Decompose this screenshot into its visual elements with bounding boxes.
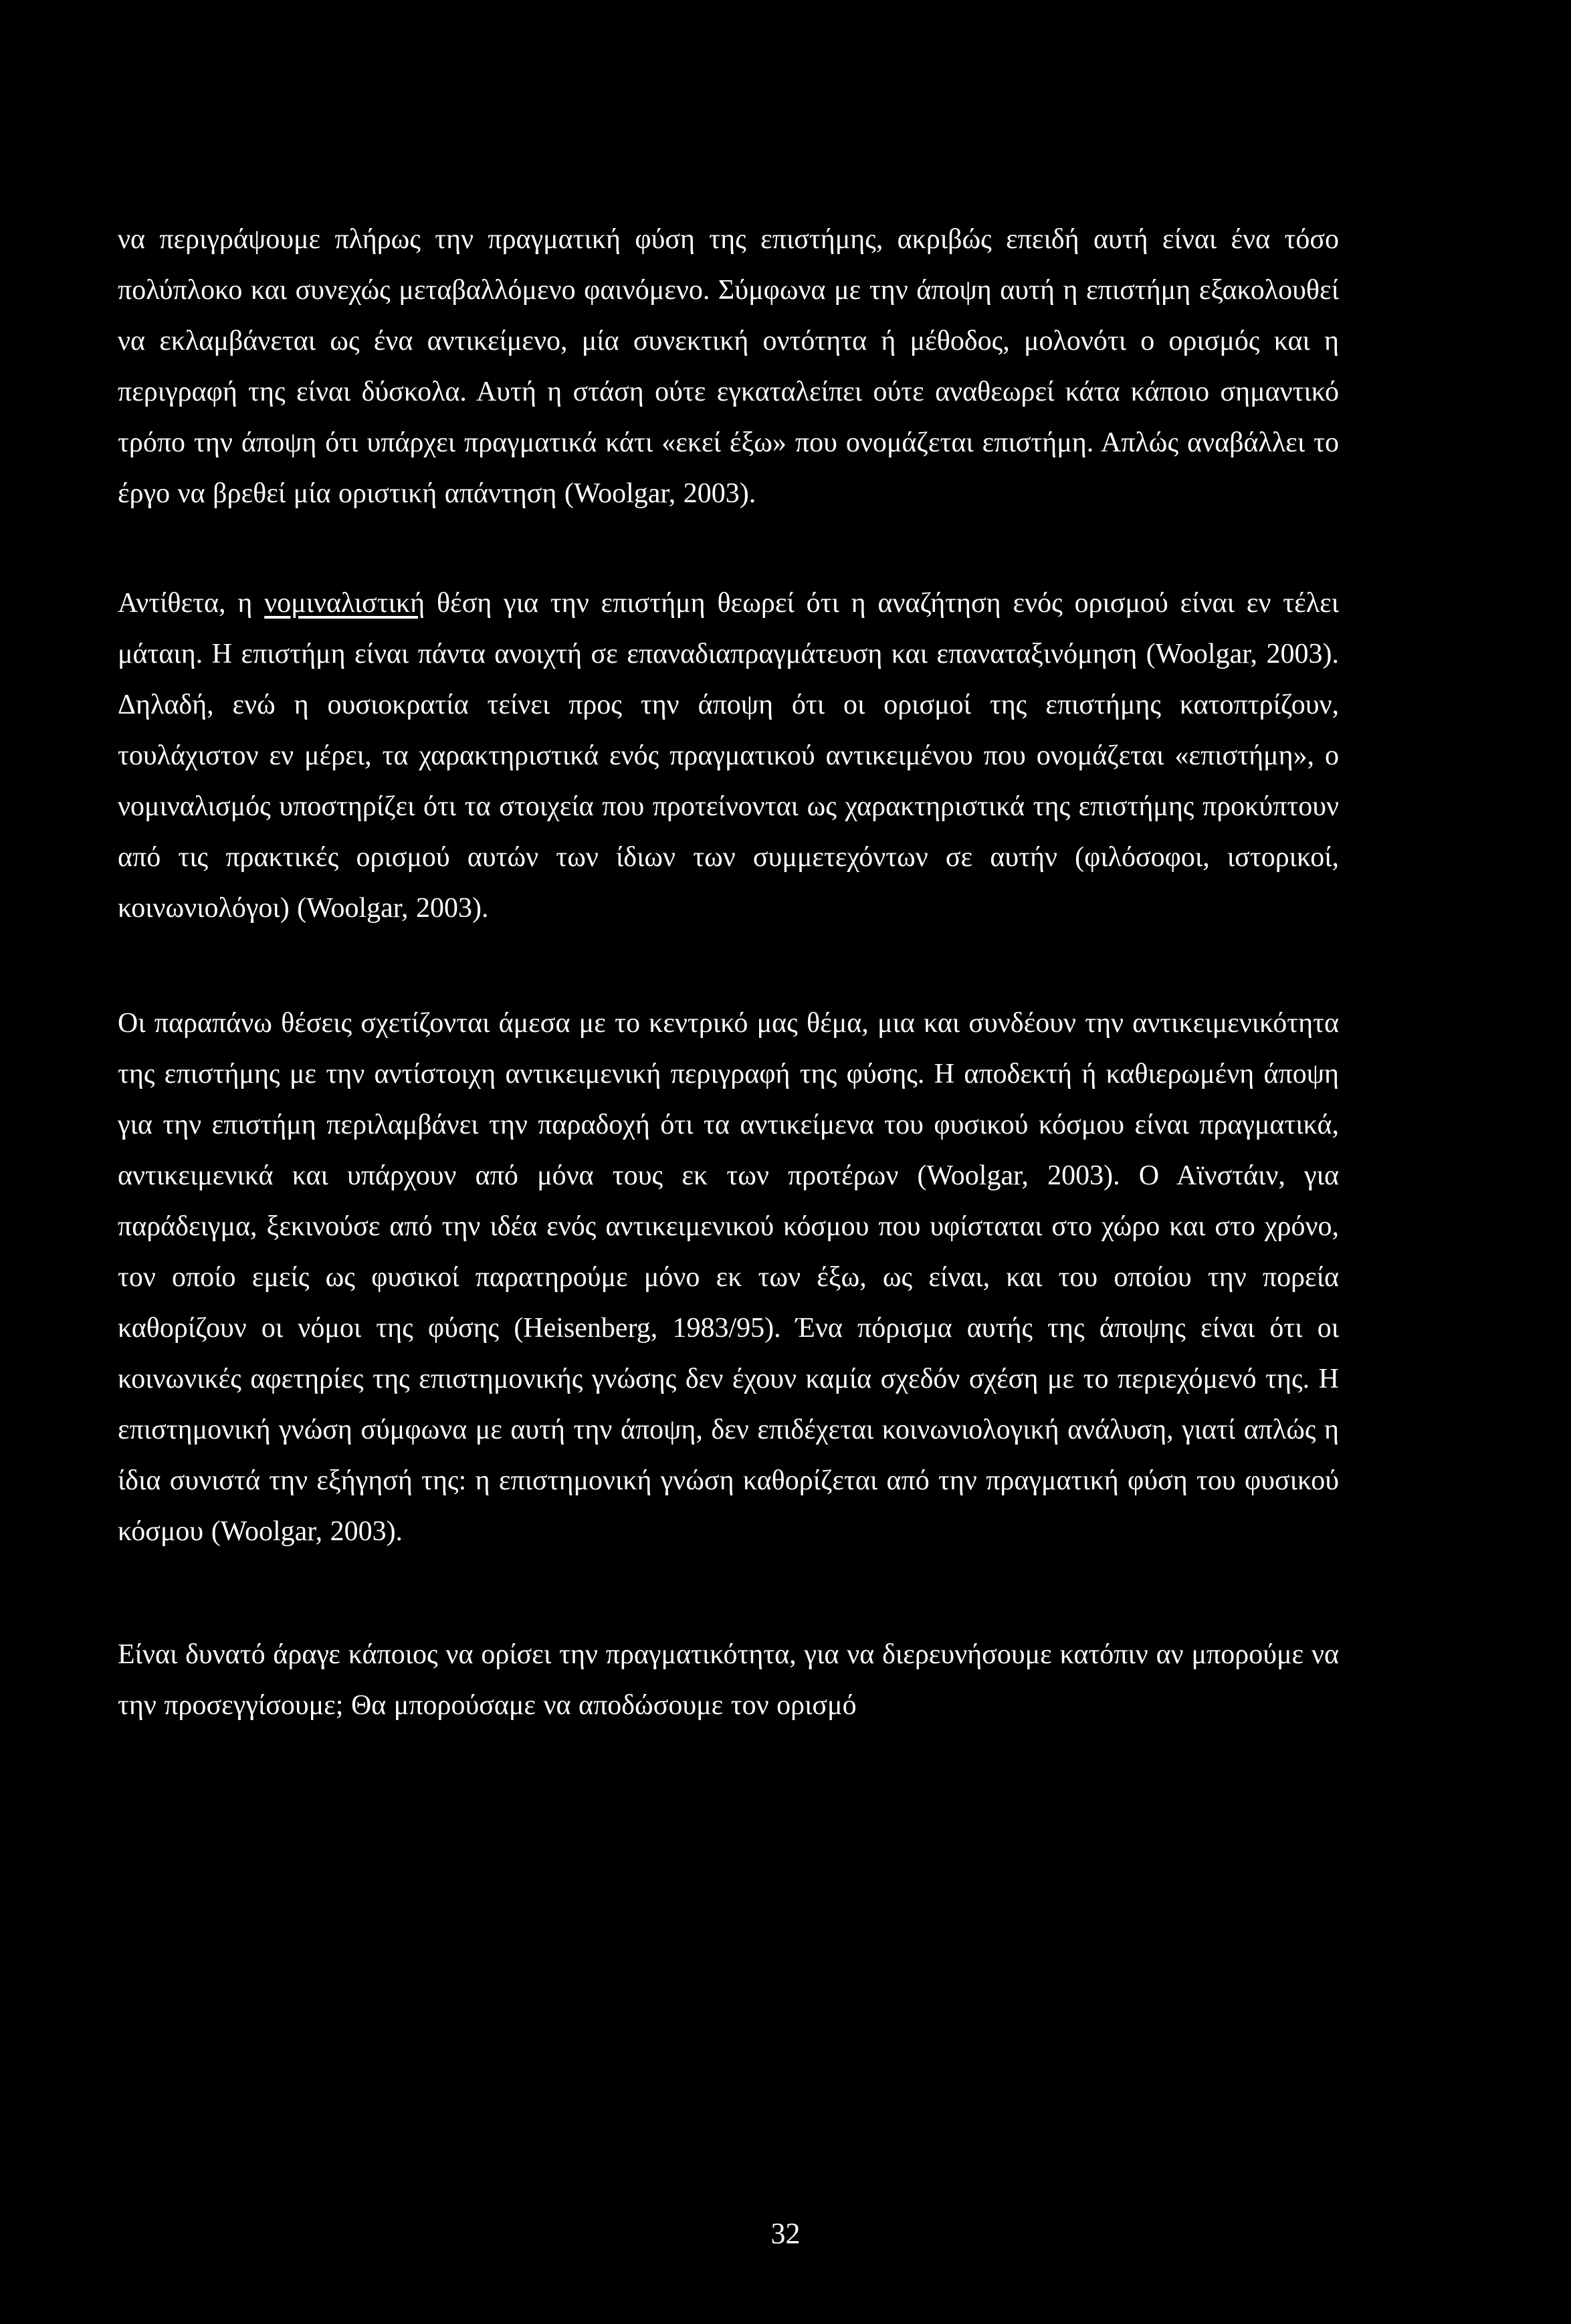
document-body [118,214,1339,1731]
underlined-term-nominalist: νομιναλιστική [264,588,425,619]
paragraph-2-rest: θέση για την επιστήμη θεωρεί ότι η αναζήτηση ενός ορισμού είναι εν τέλει μάταιη. Η επιστήμη είναι πάντα ανοιχτή σε επαναδιαπραγμάτευση και επαναταξινόμηση (Woolgar, 2003). Δηλαδή, ενώ η ουσιοκρατία τείνει προς την άποψη ότι οι ορισμοί της επιστήμης κατοπτρίζουν, τουλάχιστον εν μέρει, τα χαρακτηριστικά ενός πραγματικού αντικειμένου που ονομάζεται «επιστήμη», ο νομιναλισμός υποστηρίζει ότι τα στοιχεία που προτείνονται ως χαρακτηριστικά της επιστήμης προκύπτουν από τις πρακτικές ορισμού αυτών των ίδιων των συμμετεχόντων σε αυτήν (φιλόσοφοι, ιστορικοί, κοινωνιολόγοι) (Woolgar, 2003). [118,588,1340,924]
paragraph-2 [118,578,1339,934]
page-number: 32 [770,2217,801,2250]
paragraph-4: Είναι δυνατό άραγε κάποιος να ορίσει την πραγματικότητα, για να διερευνήσουμε κατόπιν αν μπορούμε να την προσεγγίσουμε; Θα μπορούσαμε να αποδώσουμε τον ορισμό [118,1639,1339,1721]
paragraph-1: να περιγράψουμε πλήρως την πραγματική φύση της επιστήμης, ακριβώς επειδή αυτή είναι ένα τόσο πολύπλοκο και συνεχώς μεταβαλλόμενο φαινόμενο. Σύμφωνα με την άποψη αυτή η επιστήμη εξακολουθεί να εκλαμβάνεται ως ένα αντικείμενο, μία συνεκτική οντότητα ή μέθοδος, μολονότι ο ορισμός και η περιγραφή της είναι δύσκολα. Αυτή η στάση ούτε εγκαταλείπει ούτε αναθεωρεί κάτα κάποιο σημαντικό τρόπο την άποψη ότι υπάρχει πραγματικά κάτι «εκεί έξω» που ονομάζεται επιστήμη. Απλώς αναβάλλει το έργο να βρεθεί μία οριστική απάντηση (Woolgar, 2003). [118,224,1339,509]
paragraph-3: Οι παραπάνω θέσεις σχετίζονται άμεσα με το κεντρικό μας θέμα, μια και συνδέουν την αντικειμενικότητα της επιστήμης με την αντίστοιχη αντικειμενική περιγραφή της φύσης. Η αποδεκτή ή καθιερωμένη άποψη για την επιστήμη περιλαμβάνει την παραδοχή ότι τα αντικείμενα του φυσικού κόσμου είναι πραγματικά, αντικειμενικά και υπάρχουν από μόνα τους εκ των προτέρων (Woolgar, 2003). Ο Αϊνστάιν, για παράδειγμα, ξεκινούσε από την ιδέα ενός αντικειμενικού κόσμου που υφίσταται στο χώρο και στο χρόνο, τον οποίο εμείς ως φυσικοί παρατηρούμε μόνο εκ των έξω, ως είναι, και του οποίου την πορεία καθορίζουν οι νόμοι της φύσης (Heisenberg, 1983/95). Ένα πόρισμα αυτής της άποψης είναι ότι οι κοινωνικές αφετηρίες της επιστημονικής γνώσης δεν έχουν καμία σχεδόν σχέση με το περιεχόμενό της. Η επιστημονική γνώση σύμφωνα με αυτή την άποψη, δεν επιδέχεται κοινωνιολογική ανάλυση, γιατί απλώς η ίδια συνιστά την εξήγησή της: η επιστημονική γνώση καθορίζεται από την πραγματική φύση του φυσικού κόσμου (Woolgar, 2003). [118,1008,1339,1547]
paragraph-2-start: Αντίθετα, η [118,588,265,619]
